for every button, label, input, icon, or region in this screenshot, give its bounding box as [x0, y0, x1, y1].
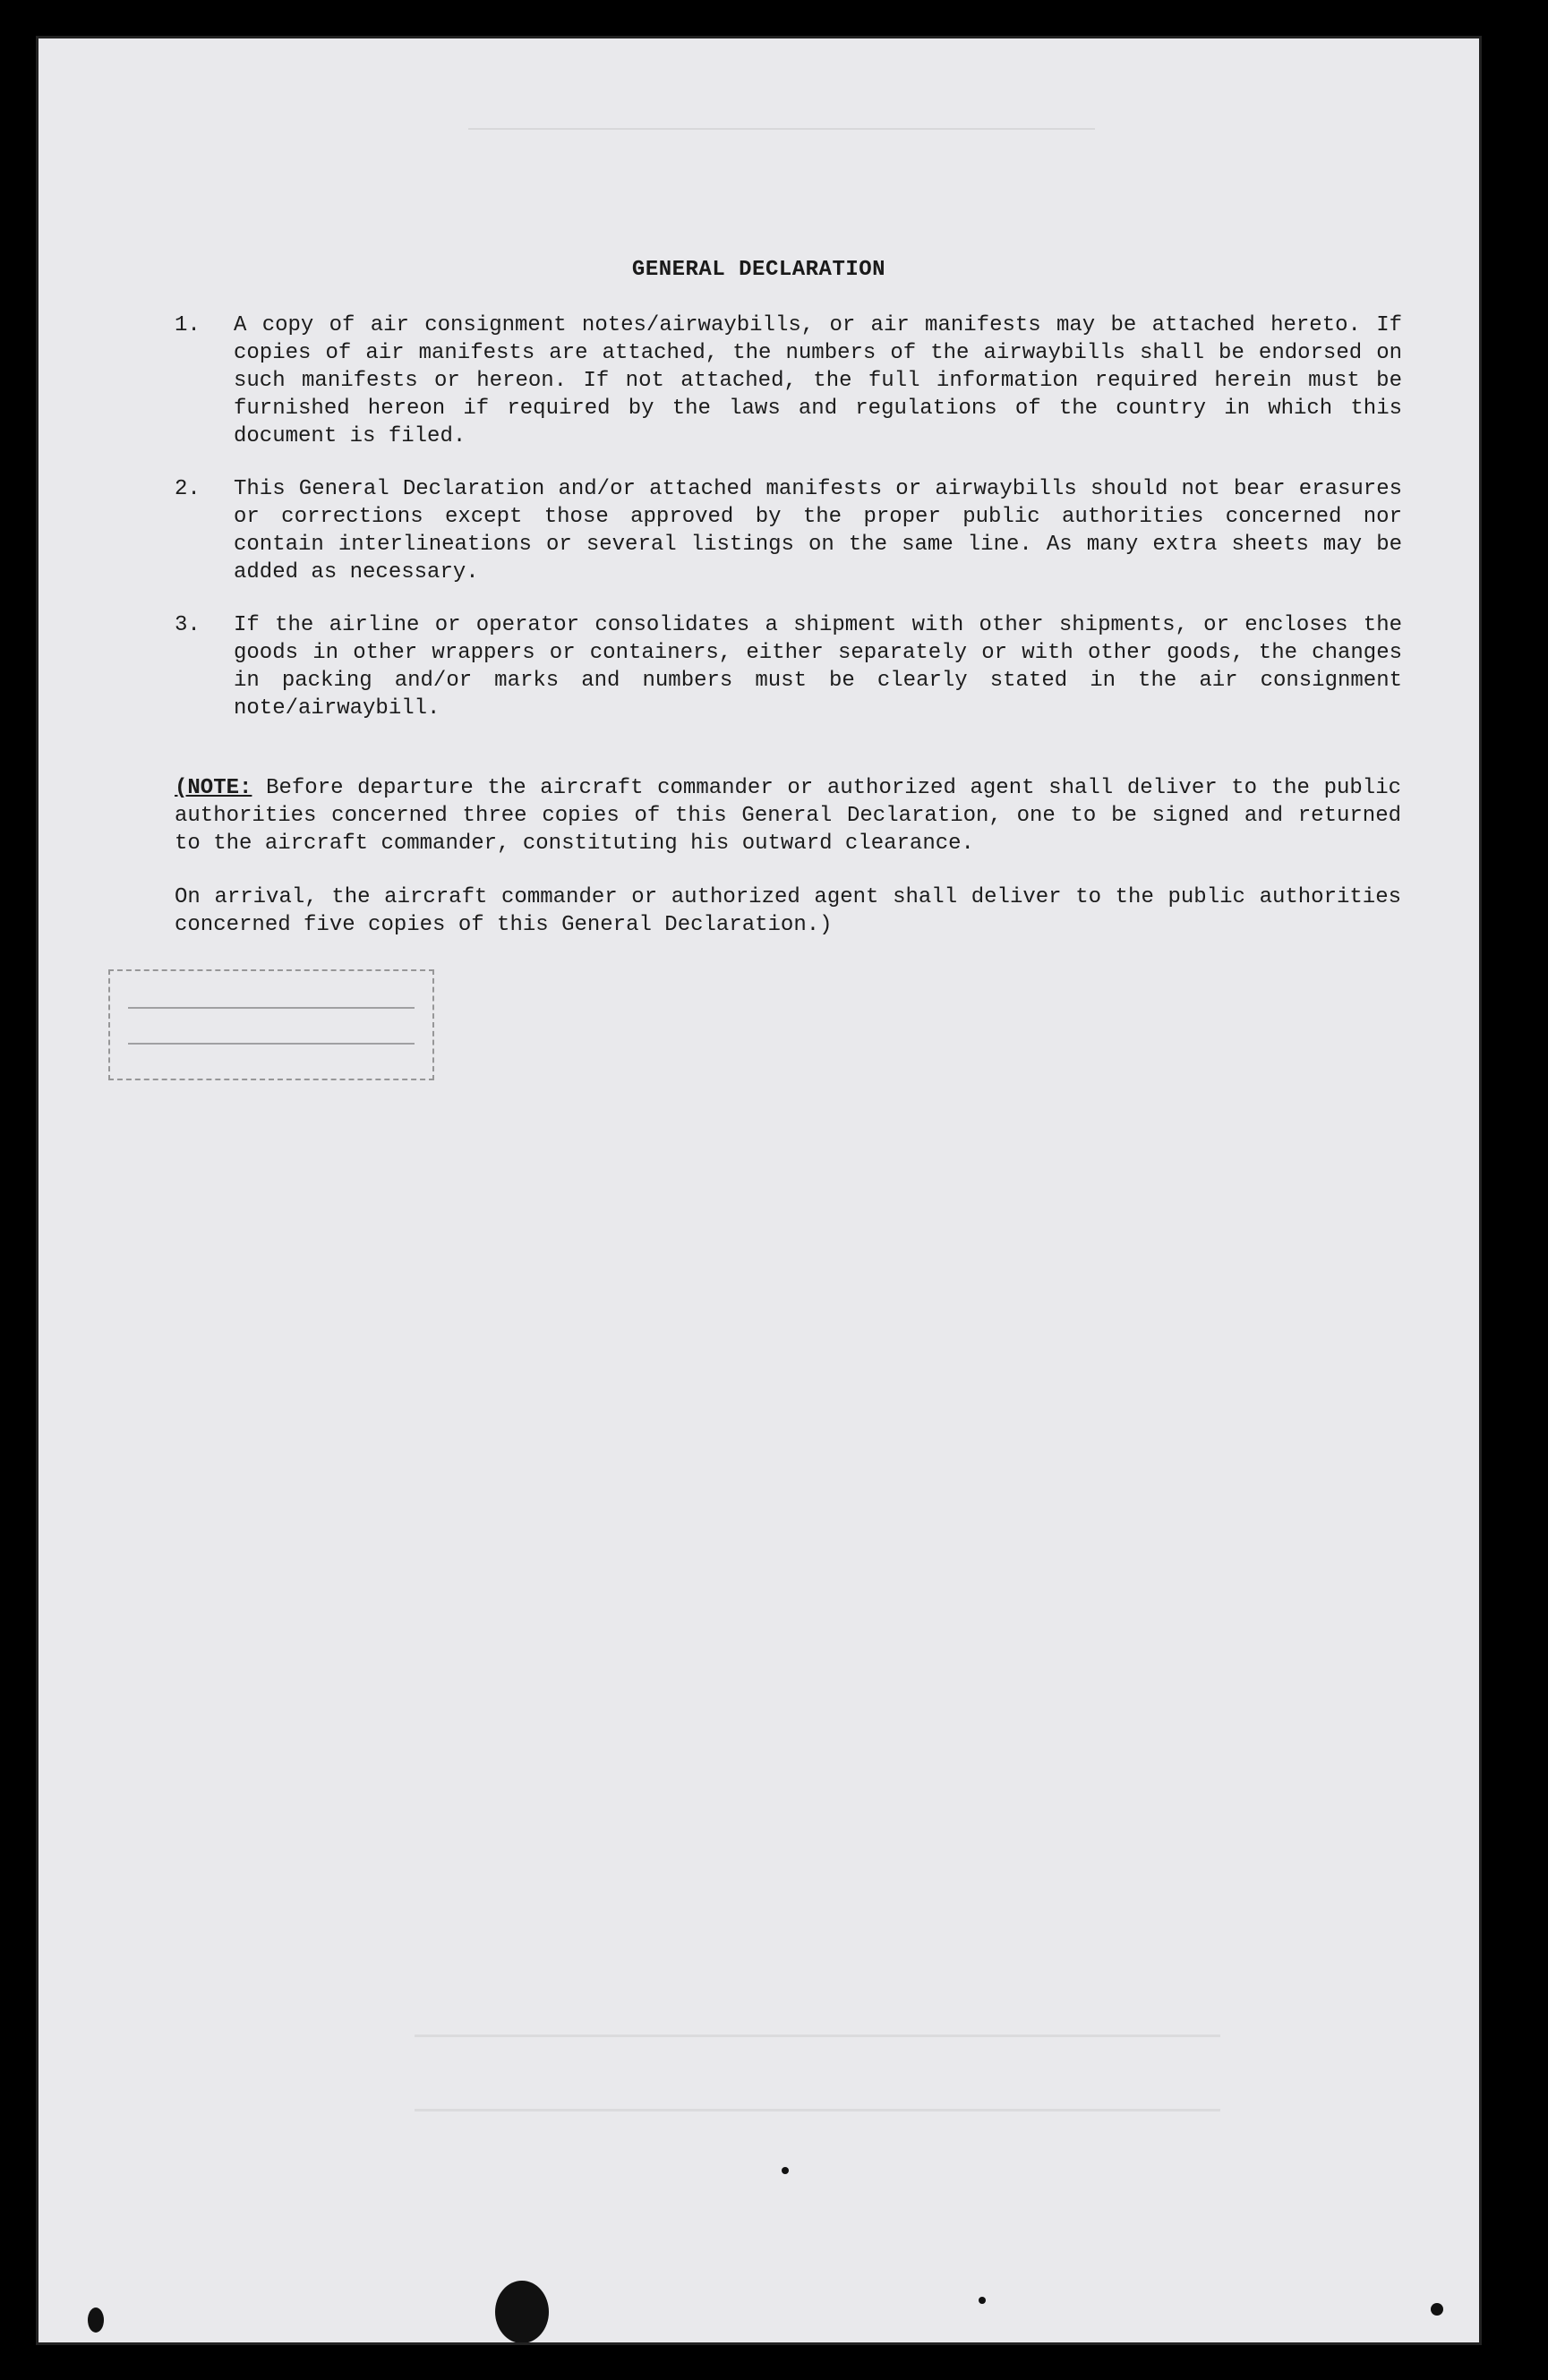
- note-label: (NOTE:: [175, 776, 252, 800]
- ink-blot: [495, 2281, 549, 2343]
- faded-stamp: [108, 969, 434, 1080]
- ink-speck-left: [88, 2307, 104, 2333]
- bleed-through-bottom: [415, 2035, 1220, 2111]
- document-page: [36, 36, 1482, 2345]
- item-text-3: If the airline or operator consolidates a shipment with other shipments, or encloses the goods in other wrappers or containers, either separately or with other goods, the changes in packing and/or marks and numbers must be clearly stated in the air consignment note/airwaybill.: [234, 613, 1402, 721]
- ink-speck-small: [782, 2167, 789, 2174]
- item-text-2: This General Declaration and/or attached manifests or airwaybills should not bear erasures or corrections except those approved by the proper public authorities concerned nor contain interlineations or several listings on the same line. As many extra sheets may be added as necessary.: [234, 477, 1402, 584]
- item-text-1: A copy of air consignment notes/airwaybills, or air manifests may be attached hereto. If copies of air manifests are attached, the numbers of the airwaybills shall be endorsed on such manifests or hereon. If not attached, the full information required herein must be furnished hereon if required by the laws and regulations of the country in which this document is filed.: [234, 313, 1402, 448]
- item-number-2: 2.: [175, 477, 201, 501]
- document-title: GENERAL DECLARATION: [631, 258, 886, 282]
- ink-speck-mid: [979, 2297, 986, 2304]
- note-text: Before departure the aircraft commander or authorized agent shall deliver to the public authorities concerned three copies of this General Declaration, one to be signed and returned to the aircraft commander, constituting his outward clearance.: [175, 776, 1401, 856]
- ink-speck-right: [1431, 2303, 1443, 2316]
- item-number-3: 3.: [175, 613, 201, 637]
- item-number-1: 1.: [175, 313, 201, 337]
- arrival-paragraph: On arrival, the aircraft commander or authorized agent shall deliver to the public authorities concerned five copies of this General Declaration.): [175, 885, 1401, 937]
- note-paragraph: [175, 774, 1401, 857]
- bleed-through-top: [468, 92, 1095, 130]
